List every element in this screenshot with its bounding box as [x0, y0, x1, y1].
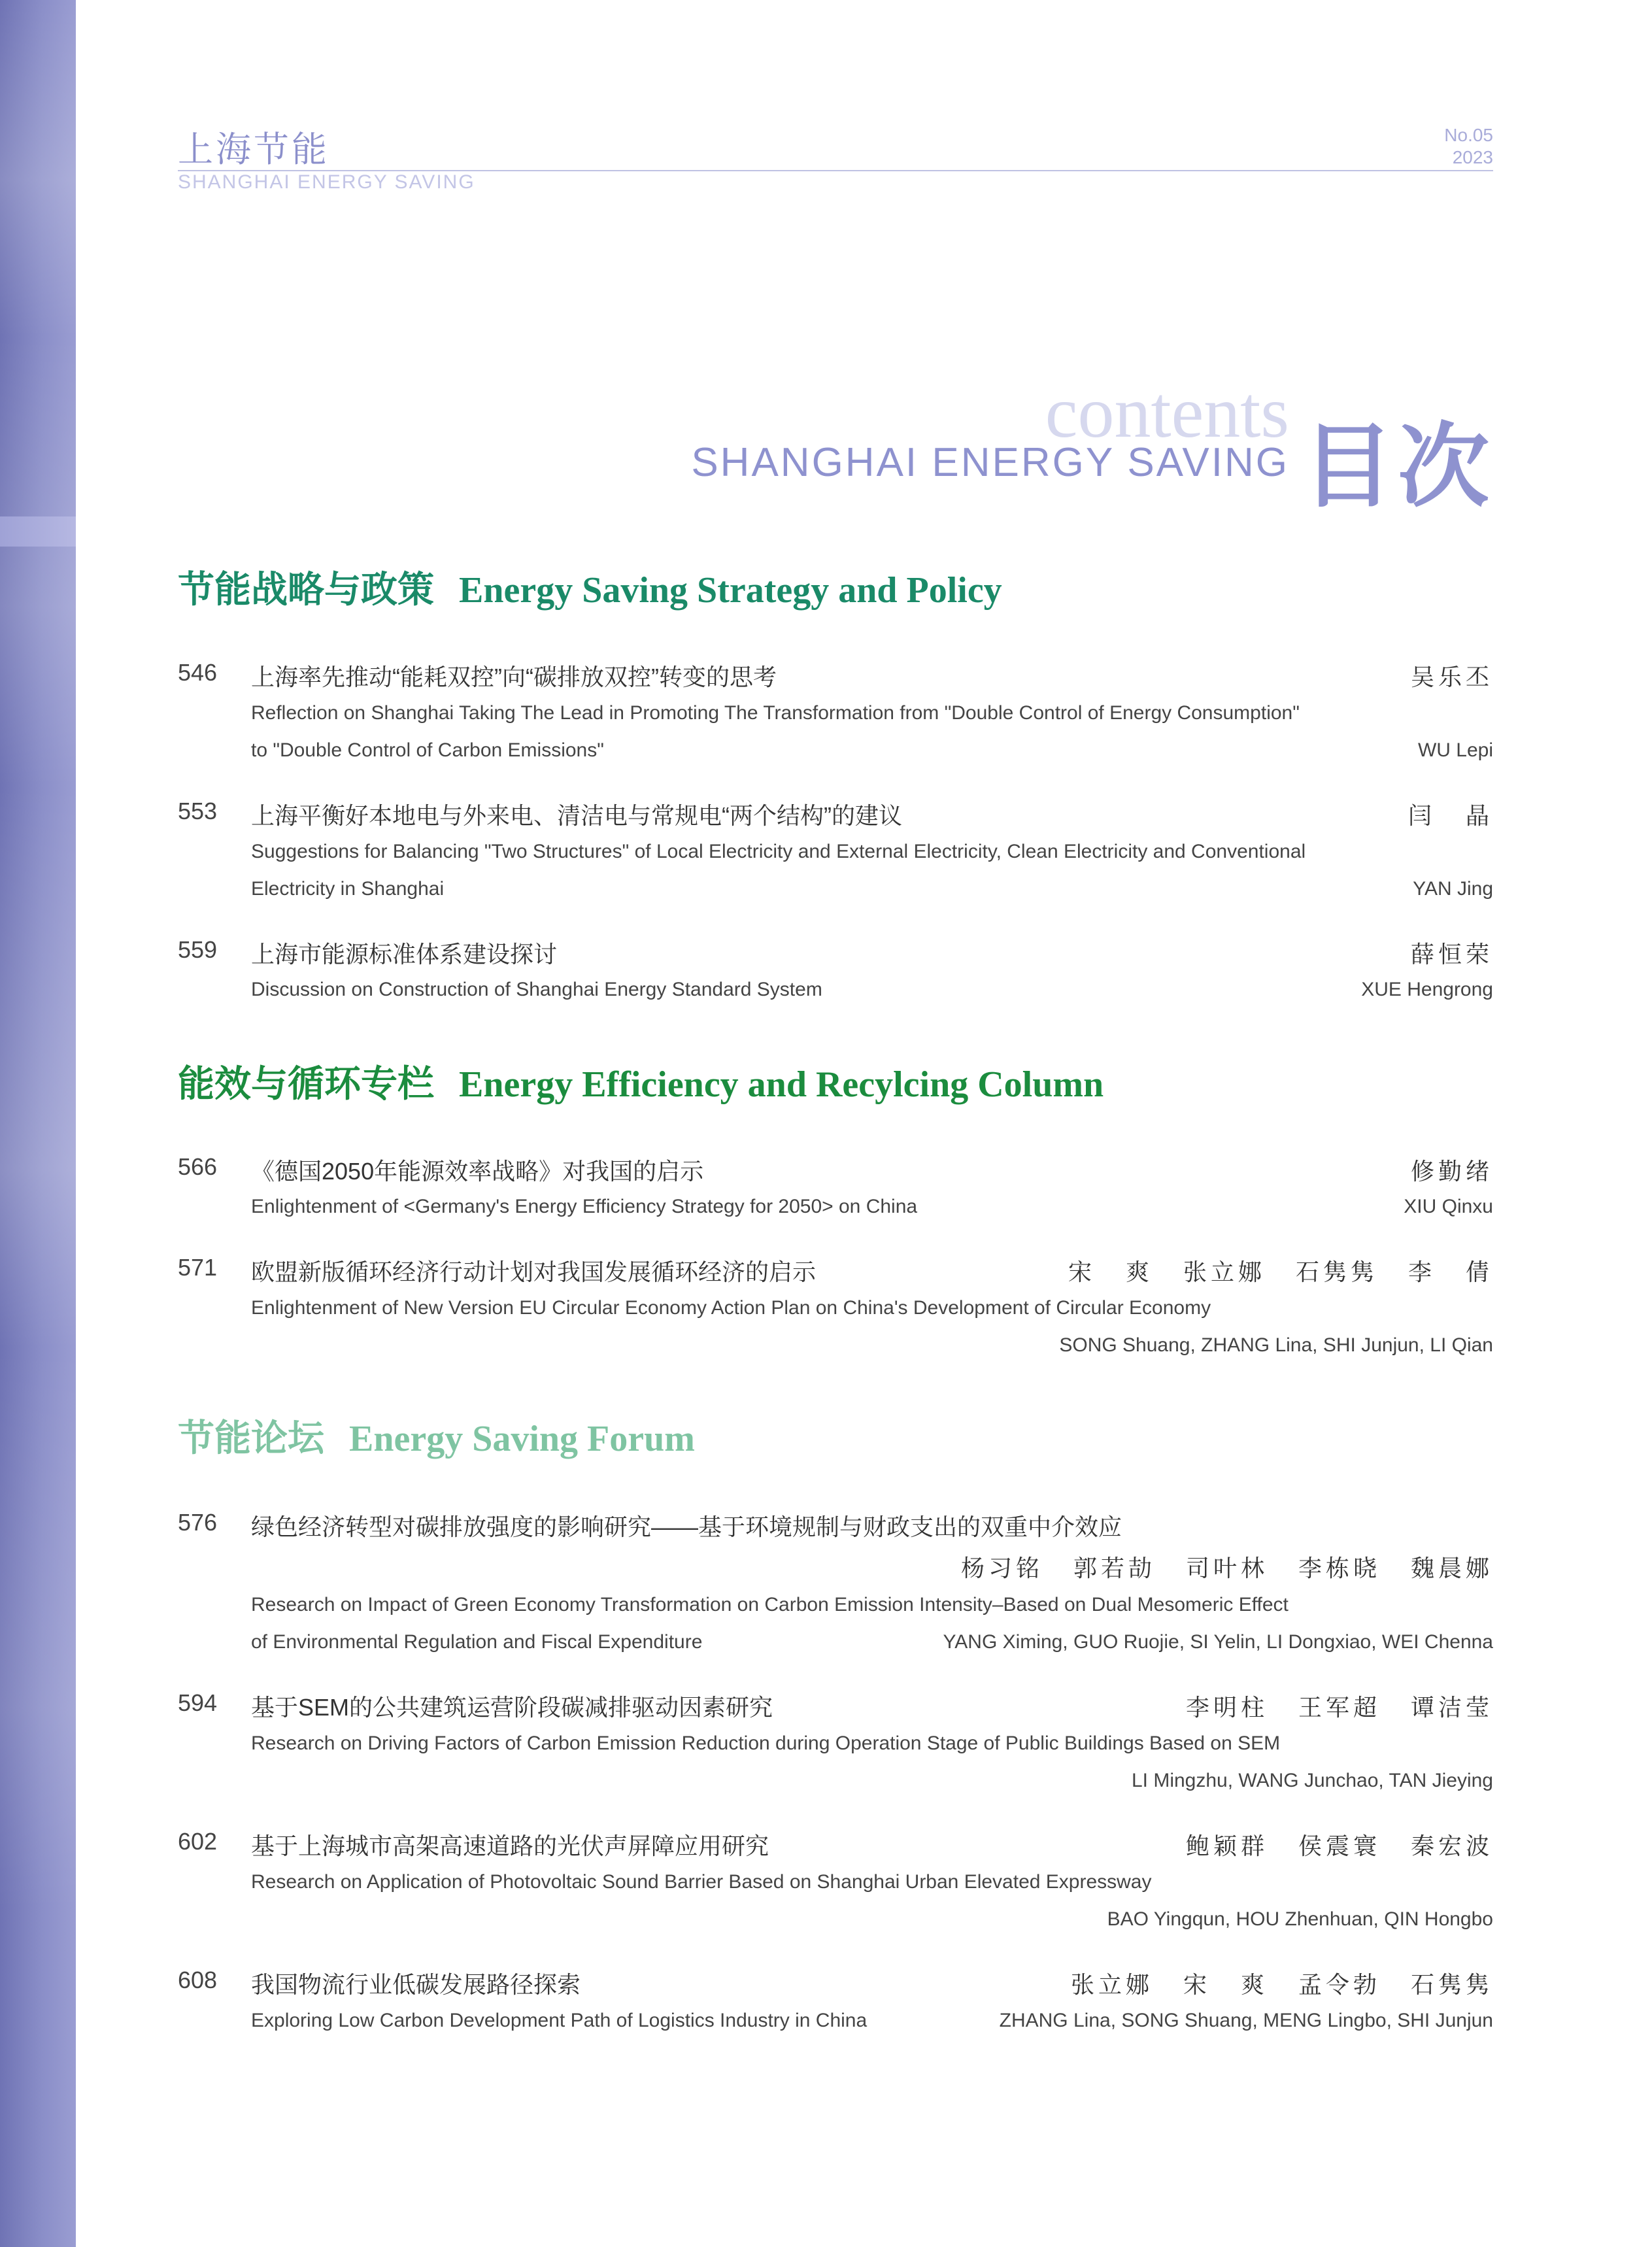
article-title-en: Enlightenment of New Version EU Circular Economy Action Plan on China's Development of Circular Economy — [251, 1297, 1211, 1319]
section-title-cn: 节能战略与政策 — [178, 570, 434, 611]
title-subtitle: SHANGHAI ENERGY SAVING — [691, 440, 1289, 485]
article-title-en: Discussion on Construction of Shanghai Energy Standard System — [251, 979, 822, 1000]
authors-en: LI Mingzhu, WANG Junchao, TAN Jieying — [1131, 1770, 1493, 1791]
page-number: 553 — [178, 798, 218, 824]
authors-en: SONG Shuang, ZHANG Lina, SHI Junjun, LI Qian — [1059, 1334, 1493, 1356]
authors-en: XUE Hengrong — [1361, 979, 1493, 1000]
page-number: 571 — [178, 1254, 218, 1281]
article-title-cn[interactable]: 欧盟新版循环经济行动计划对我国发展循环经济的启示 — [251, 1259, 817, 1285]
article-title-en: Research on Driving Factors of Carbon Emission Reduction during Operation Stage of Public Buildings Based on SEM — [251, 1732, 1281, 1754]
authors-cn: 吴乐丕 — [1410, 664, 1493, 690]
toc-entry[interactable] — [178, 1828, 1493, 1861]
section-title-en: Energy Saving Strategy and Policy — [459, 570, 1002, 611]
toc-entry[interactable] — [178, 1689, 1493, 1722]
article-title-cn[interactable]: 上海率先推动“能耗双控”向“碳排放双控”转变的思考 — [251, 664, 777, 690]
article-title-en: Reflection on Shanghai Taking The Lead in Promoting The Transformation from "Double Control of Energy Consumption" — [251, 702, 1300, 724]
authors-cn: 薛恒荣 — [1410, 941, 1493, 968]
toc-entry[interactable] — [178, 1254, 1493, 1287]
article-title-en-cont: of Environmental Regulation and Fiscal Expenditure — [251, 1631, 703, 1653]
article-title-cn[interactable]: 基于SEM的公共建筑运营阶段碳减排驱动因素研究 — [251, 1694, 773, 1721]
authors-cn: 修勤绪 — [1410, 1158, 1493, 1185]
page-number: 566 — [178, 1153, 218, 1180]
toc-entry[interactable] — [178, 798, 1493, 830]
article-title-en: Exploring Low Carbon Development Path of Logistics Industry in China — [251, 2010, 868, 2031]
authors-cn: 李明柱 王军超 谭洁莹 — [1185, 1694, 1493, 1721]
authors-cn: 张立娜 宋 爽 孟令勃 石隽隽 — [1070, 1971, 1493, 1998]
authors-cn: 杨习铭 郭若劼 司叶林 李栋晓 魏晨娜 — [960, 1555, 1493, 1581]
article-title-cn[interactable]: 基于上海城市高架高速道路的光伏声屏障应用研究 — [251, 1833, 769, 1859]
section-heading — [178, 561, 1002, 613]
decorative-strip-band — [0, 516, 76, 547]
authors-cn: 鲍颖群 侯震寰 秦宏波 — [1185, 1833, 1493, 1859]
authors-en: YANG Ximing, GUO Ruojie, SI Yelin, LI Dongxiao, WEI Chenna — [943, 1631, 1493, 1653]
authors-en: YAN Jing — [1413, 878, 1493, 900]
article-title-en: Research on Impact of Green Economy Transformation on Carbon Emission Intensity–Based on Dual Mesomeric Effect — [251, 1594, 1289, 1615]
page-number: 602 — [178, 1828, 218, 1855]
journal-name-en: SHANGHAI ENERGY SAVING — [178, 171, 475, 193]
article-title-en-cont: Electricity in Shanghai — [251, 878, 445, 900]
contents-word: contents — [1045, 372, 1289, 453]
authors-en: WU Lepi — [1417, 739, 1493, 761]
section-title-en: Energy Saving Forum — [349, 1419, 695, 1459]
article-title-en: Enlightenment of <Germany's Energy Efficiency Strategy for 2050> on China — [251, 1196, 918, 1217]
article-title-en-cont: to "Double Control of Carbon Emissions" — [251, 739, 604, 761]
page-number: 559 — [178, 936, 218, 963]
authors-en: XIU Qinxu — [1404, 1196, 1493, 1217]
authors-cn: 闫 晶 — [1408, 802, 1493, 829]
page-number: 608 — [178, 1967, 218, 1993]
page-number: 576 — [178, 1509, 218, 1536]
issue-info — [1444, 124, 1493, 169]
journal-name-cn: 上海节能 — [178, 130, 329, 169]
section-title-en: Energy Efficiency and Recylcing Column — [459, 1064, 1104, 1105]
article-title-cn[interactable]: 上海平衡好本地电与外来电、清洁电与常规电“两个结构”的建议 — [251, 802, 902, 829]
toc-entry[interactable] — [178, 936, 1493, 969]
toc-entry[interactable] — [178, 1967, 1493, 1999]
section-title-cn: 能效与循环专栏 — [178, 1064, 434, 1105]
toc-entry[interactable] — [178, 1509, 1493, 1542]
title-cn: 目次 — [1302, 415, 1493, 518]
section-heading — [178, 1410, 695, 1462]
article-title-cn[interactable]: 上海市能源标准体系建设探讨 — [251, 941, 558, 968]
article-title-cn[interactable]: 我国物流行业低碳发展路径探索 — [251, 1971, 581, 1998]
article-title-cn[interactable]: 《德国2050年能源效率战略》对我国的启示 — [251, 1158, 704, 1185]
page-number: 594 — [178, 1689, 218, 1716]
article-title-cn[interactable]: 绿色经济转型对碳排放强度的影响研究——基于环境规制与财政支出的双重中介效应 — [251, 1513, 1122, 1540]
issue-year: 2023 — [1452, 147, 1493, 167]
authors-en: BAO Yingqun, HOU Zhenhuan, QIN Hongbo — [1107, 1908, 1493, 1930]
issue-number: No.05 — [1444, 125, 1493, 145]
article-title-en: Suggestions for Balancing "Two Structures" of Local Electricity and External Electricity, Clean Electricity and Conventional — [251, 841, 1306, 862]
authors-cn: 宋 爽 张立娜 石隽隽 李 倩 — [1068, 1259, 1493, 1285]
page-number: 546 — [178, 659, 218, 686]
toc-entry-authors-line — [178, 1550, 1493, 1583]
toc-entry[interactable] — [178, 659, 1493, 692]
section-heading — [178, 1055, 1104, 1107]
authors-en: ZHANG Lina, SONG Shuang, MENG Lingbo, SHI Junjun — [999, 2010, 1493, 2031]
section-title-cn: 节能论坛 — [178, 1419, 324, 1459]
article-title-en: Research on Application of Photovoltaic Sound Barrier Based on Shanghai Urban Elevated Expressway — [251, 1871, 1152, 1893]
toc-entry[interactable] — [178, 1153, 1493, 1186]
decorative-side-strip — [0, 0, 76, 2247]
